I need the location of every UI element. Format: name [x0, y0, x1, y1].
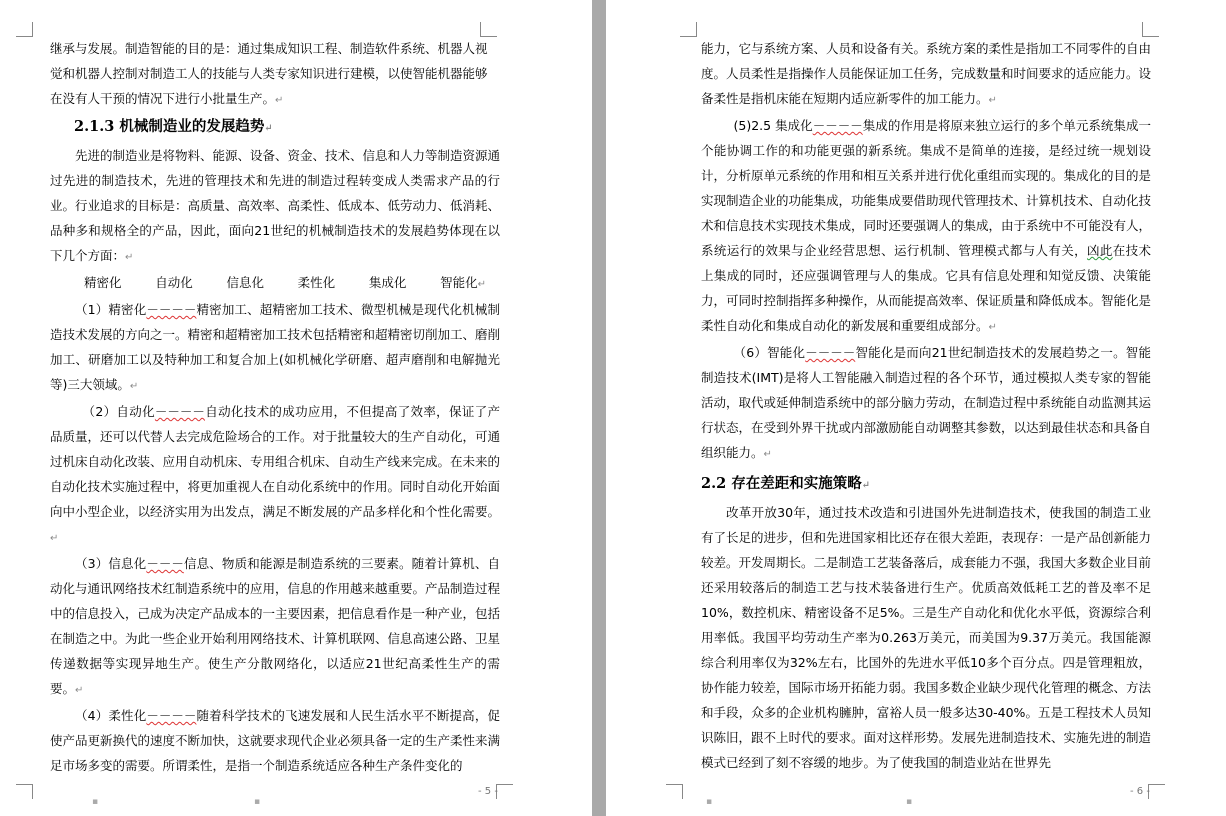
paragraph-mark: ↵: [129, 381, 139, 392]
section-integration: [701, 113, 1151, 340]
paragraph-mark: ↵: [477, 279, 486, 290]
paragraph-text: 信息、物质和能源是制造系统的三要素。随着计算机、自动化与通讯网络技术红制造系统中的应用，信息的作用越来越重要。产品制造过程中的信息投入，己成为决定产品成本的一主要因素，把信息看作是一种产业，包括在制造之中。为此一些企业开始利用网络技术、计算机联网、信息高速公路、卫星传递数据等实现异地生产。使生产分散网络化，以适应21世纪高柔性生产的需要。: [50, 556, 501, 696]
footer-mark: ▪: [906, 797, 913, 807]
item-lead: （3）信息化: [75, 556, 147, 571]
document-page-5: [0, 0, 592, 816]
paragraph-text: 随着科学技术的飞速发展和人民生活水平不断提高，促使产品更新换代的速度不断加快，这就要求现代企业必须具备一定的生产柔性来满足市场多变的需要。所谓柔性，是指一个制造系统适应各种生产条件变化的: [50, 708, 501, 773]
page-6-body: [701, 36, 1151, 775]
paragraph-text: 能力，它与系统方案、人员和设备有关。系统方案的柔性是指加工不同零件的自由度。人员柔性是指操作人员能保证加工任务，完成数量和时间要求的适应能力。设备柔性是指机床能在短期内适应新零件的加工能力。: [701, 41, 1152, 106]
crop-mark-top-left: [16, 22, 33, 37]
paragraph-text: 智能化是而向21世纪制造技术的发展趋势之一。智能制造技术(IMT)是将人工智能融入制造过程的各个环节，通过模拟人类专家的智能活动，取代或延伸制造系统中的部分脑力劳动，在制造过程中系统能自动监测其运行状态，在受到外界干扰或内部激励能自动调整其参数，以达到最佳状态和具备自组织能力。: [701, 345, 1152, 460]
paragraph-gap-strategy: [701, 500, 1151, 775]
paragraph-text: 集成的作用是将原来独立运行的多个单元系统集成一个能协调工作的和功能更强的新系统。集成不是简单的连接，是经过统一规划设计，分析原单元系统的作用和相互关系并进行优化重组而实现的。集成化的目的是实现制造企业的功能集成，功能集成要借助现代管理技术、计算机技术、自动化技术和信息技术实现技术集成，同时还要强调人的集成，由于系统中不可能没有人，系统运行的效果与企业经营思想、运行机制、管理模式都与人有关，: [701, 118, 1152, 258]
item-lead: （6）智能化: [733, 345, 806, 360]
paragraph-mark: ↵: [988, 322, 997, 333]
footer-mark: ▪: [92, 797, 99, 807]
keyword-information: 信息化: [226, 275, 264, 290]
paragraph-text: 自动化技术的成功应用，不但提高了效率，保证了产品质量，还可以代替人去完成危险场合的工作。对于批量较大的生产自动化，可通过机床自动化改装、应用自动机床、专用组合机床、自动生产线来完成。在未来的自动化技术实施过程中，将更加重视人在自动化系统中的作用。同时自动化开始面向中小型企业，以经济实用为出发点，满足不断发展的产品多样化和个性化需要。: [50, 404, 501, 519]
crop-mark-bottom-right: [496, 784, 513, 799]
footer-mark: ▪: [706, 797, 713, 807]
paragraph-text: 先进的制造业是将物料、能源、设备、资金、技术、信息和人力等制造资源通过先进的制造技术，先进的管理技术和先进的制造过程转变成人类需求产品的行业。行业追求的目标是：高质量、高效率、高柔性、低成本、低劳动力、低消耗、品种多和规格全的产品，因此，面向21世纪的机械制造技术的发展趋势体现在以下几个方面：: [50, 148, 501, 263]
paragraph-mark: ↵: [988, 95, 997, 106]
keyword-intelligence: 智能化: [440, 275, 478, 290]
heading-text: 2.1.3 机械制造业的发展趋势: [74, 118, 265, 135]
keyword-flexibility: 柔性化: [297, 275, 336, 290]
paragraph-mark: ↵: [50, 533, 59, 544]
section-information: [50, 551, 500, 703]
flexibility-continuation: [701, 36, 1151, 113]
paragraph-mark: ↵: [264, 123, 273, 134]
dash-separator: －－－－: [805, 345, 856, 360]
crop-mark-top-right: [480, 22, 497, 37]
item-lead: （2）自动化: [82, 404, 155, 419]
paragraph-text: 精密加工、超精密加工技术、微型机械是现代化机械制造技术发展的方向之一。精密和超精密加工技术包括精密和超精密切削加工、磨削加工、研磨加工以及特种加工和复合加上(如机械化学研磨、超声磨削和电解抛光等)三大领域。: [50, 302, 501, 392]
footer-mark: ▪: [254, 797, 261, 807]
item-lead: （4）柔性化: [75, 708, 147, 723]
grammar-flagged-word: 凶此: [1087, 243, 1113, 258]
section-automation: [50, 399, 500, 551]
item-lead: （1）精密化: [75, 302, 147, 317]
keyword-precision: 精密化: [84, 275, 122, 290]
intro-line: 觉和机器人控制对制造工人的技能与人类专家知识进行建模，以使智能机器能够: [50, 66, 488, 81]
item-lead: (5)2.5 集成化: [733, 118, 813, 133]
paragraph-text: 在技术上集成的同时，还应强调管理与人的集成。它具有信息处理和知觉反馈、决策能力，可同时控制指挥多种操作，从而能提高效率、保证质量和降低成本。智能化是柔性自动化和集成自动化的新发展和重要组成部分。: [701, 243, 1152, 333]
paragraph-mark: ↵: [125, 252, 134, 263]
paragraph-trends-intro: [50, 143, 500, 270]
intro-line: 继承与发展。制造智能的目的是：通过集成知识工程、制造软件系统、机器人视: [50, 41, 488, 56]
heading-text: 2.2 存在差距和实施策略: [701, 475, 862, 492]
dash-separator: －－－－: [146, 302, 197, 317]
crop-mark-bottom-left: [16, 784, 33, 799]
section-heading-2-2: [701, 470, 1151, 500]
dash-separator: －－－－: [146, 708, 197, 723]
paragraph-mark: ↵: [861, 480, 871, 491]
page-gap-divider: [592, 0, 606, 816]
section-precision: [50, 297, 500, 399]
dash-separator: －－－－: [154, 404, 205, 419]
crop-mark-top-right: [1142, 22, 1159, 37]
page-5-body: [50, 36, 500, 778]
paragraph-mark: ↵: [75, 685, 84, 696]
crop-mark-bottom-left: [666, 784, 683, 799]
page-number: - 6 -: [1130, 786, 1150, 797]
keyword-automation: 自动化: [155, 275, 193, 290]
section-intelligence: [701, 340, 1151, 467]
paragraph-mark: ↵: [763, 449, 772, 460]
paragraph-mark: ↵: [275, 95, 284, 106]
section-flexibility: [50, 703, 500, 778]
dash-separator: －－－: [146, 556, 184, 571]
keyword-row: [50, 270, 500, 297]
crop-mark-bottom-right: [1148, 784, 1165, 799]
page-number: - 5 -: [478, 786, 498, 797]
keyword-integration: 集成化: [368, 275, 407, 290]
keyword-intelligence-wrap: [440, 270, 486, 297]
intro-paragraph: [50, 36, 500, 113]
document-page-6: [606, 0, 1226, 816]
dash-separator: －－－－: [812, 118, 863, 133]
intro-line: 在没有人干预的情况下进行小批量生产。: [50, 91, 276, 106]
section-heading-2-1-3: [50, 113, 500, 143]
crop-mark-top-left: [680, 22, 697, 37]
paragraph-text: 改革开放30年，通过技术改造和引进国外先进制造技术，使我国的制造工业有了长足的进步，但和先进国家相比还存在很大差距，表现存：一是产品创新能力较差。开发周期长。二是制造工艺装备落后，成套能力不强，我国大多数企业目前还采用较落后的制造工艺与技术装备进行生产。优质高效低耗工艺的普及率不足10%，数控机床、精密设备不足5%。三是生产自动化和优化水平低，资源综合利用率低。我国平均劳动生产率为0.263万美元，而美国为9.37万美元。我国能源综合利用率仅为32%左右，比国外的先进水平低10多个百分点。四是管理粗放，协作能力较差，国际市场开拓能力弱。我国多数企业缺少现代化管理的概念、方法和手段，众多的企业机构臃肿，富裕人员一般多达30-40%。五是工程技术人员知识陈旧，跟不上时代的要求。面对这样形势。发展先进制造技术、实施先进的制造模式已经到了刻不容缓的地步。为了使我国的制造业站在世界先: [701, 505, 1152, 770]
